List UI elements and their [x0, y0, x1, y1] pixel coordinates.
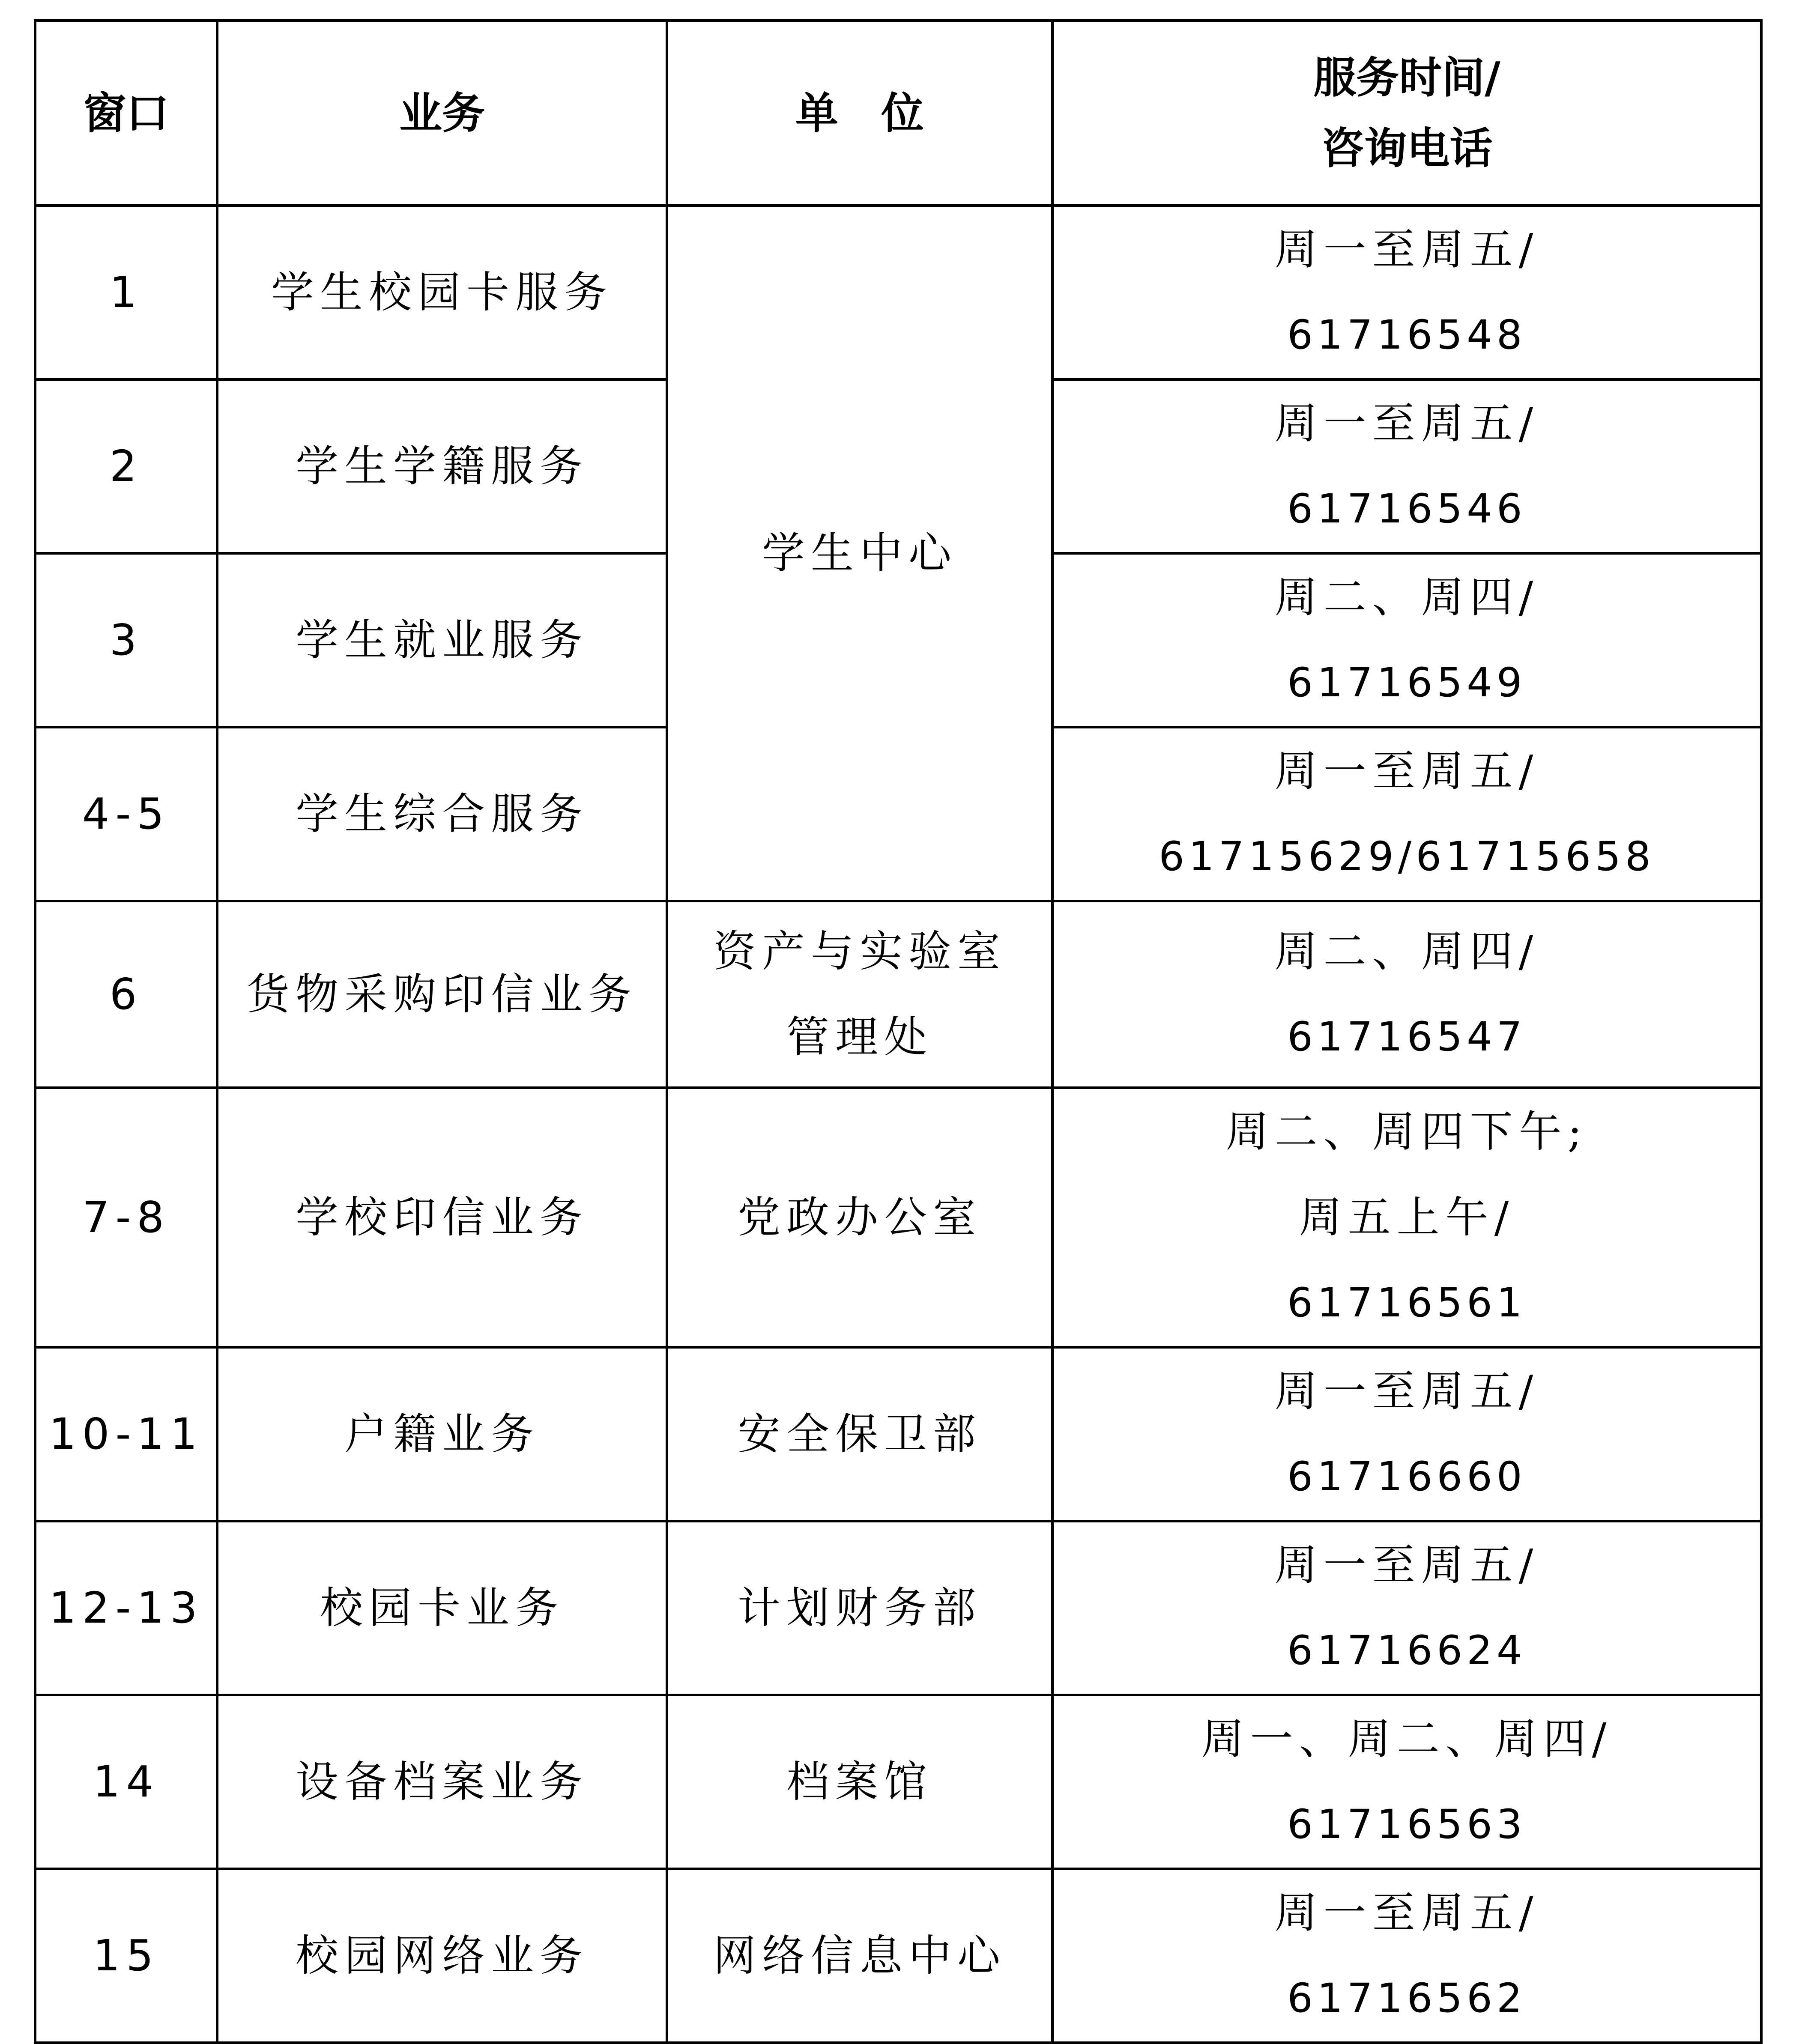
phone-number: 61716547 — [1287, 1014, 1527, 1060]
business-cell: 设备档案业务 — [217, 1695, 667, 1869]
window-number: 14 — [35, 1695, 217, 1869]
header-time-line1: 服务时间/ — [1313, 53, 1500, 103]
time-phone-cell — [1052, 1869, 1761, 2043]
service-time: 周一至周五/ — [1274, 1366, 1539, 1416]
window-number: 4-5 — [35, 727, 217, 901]
window-number: 7-8 — [35, 1088, 217, 1347]
service-time: 周一、周二、周四/ — [1201, 1714, 1613, 1764]
window-number: 10-11 — [35, 1347, 217, 1521]
service-time: 周一至周五/ — [1274, 1540, 1539, 1590]
time-phone-cell — [1052, 1521, 1761, 1695]
service-time: 周二、周四/ — [1274, 572, 1539, 622]
business-cell: 学生综合服务 — [217, 727, 667, 901]
time-phone-cell — [1052, 1347, 1761, 1521]
phone-number: 61716549 — [1287, 659, 1527, 706]
business-cell: 户籍业务 — [217, 1347, 667, 1521]
service-time: 周一至周五/ — [1274, 224, 1539, 275]
business-cell: 学校印信业务 — [217, 1088, 667, 1347]
business-cell: 货物采购印信业务 — [217, 901, 667, 1088]
window-number: 12-13 — [35, 1521, 217, 1695]
window-number: 3 — [35, 553, 217, 727]
table-row — [35, 1347, 1761, 1521]
header-business: 业务 — [217, 21, 667, 206]
phone-number: 61716624 — [1287, 1627, 1527, 1674]
business-cell: 学生就业服务 — [217, 553, 667, 727]
time-phone-cell — [1052, 1695, 1761, 1869]
phone-number: 61716561 — [1287, 1280, 1527, 1326]
service-time: 周一至周五/ — [1274, 1888, 1539, 1938]
time-phone-cell — [1052, 553, 1761, 727]
table-row — [35, 206, 1761, 379]
header-time-line2: 咨询电话 — [1321, 123, 1493, 173]
service-time: 周二、周四下午; — [1225, 1107, 1588, 1157]
table-header-row — [35, 21, 1761, 206]
time-phone-cell — [1052, 1088, 1761, 1347]
table-row — [35, 1695, 1761, 1869]
service-time: 周一至周五/ — [1274, 746, 1539, 796]
window-number: 6 — [35, 901, 217, 1088]
service-time: 周一至周五/ — [1274, 398, 1539, 448]
phone-number: 61716548 — [1287, 312, 1527, 358]
header-unit: 单 位 — [667, 21, 1052, 206]
phone-number: 61716546 — [1287, 486, 1527, 532]
table-row — [35, 901, 1761, 1088]
phone-number: 61716563 — [1287, 1801, 1527, 1848]
unit-cell: 计划财务部 — [667, 1521, 1052, 1695]
table-row — [35, 1521, 1761, 1695]
service-time: 周二、周四/ — [1274, 926, 1539, 976]
unit-line: 管理处 — [786, 1012, 933, 1062]
window-number: 2 — [35, 379, 217, 553]
service-time: 周五上午/ — [1299, 1192, 1515, 1242]
table-row — [35, 1088, 1761, 1347]
service-window-table — [34, 19, 1763, 2044]
time-phone-cell — [1052, 727, 1761, 901]
header-window: 窗口 — [35, 21, 217, 206]
unit-cell: 安全保卫部 — [667, 1347, 1052, 1521]
unit-cell: 档案馆 — [667, 1695, 1052, 1869]
table-row — [35, 1869, 1761, 2043]
business-cell: 学生校园卡服务 — [217, 206, 667, 379]
window-number: 1 — [35, 206, 217, 379]
business-cell: 校园网络业务 — [217, 1869, 667, 2043]
unit-cell: 网络信息中心 — [667, 1869, 1052, 2043]
phone-number: 61715629/61715658 — [1159, 833, 1655, 880]
phone-number: 61716562 — [1287, 1975, 1527, 2022]
unit-line: 资产与实验室 — [713, 926, 1006, 976]
time-phone-cell — [1052, 206, 1761, 379]
unit-cell-merged: 学生中心 — [667, 206, 1052, 901]
time-phone-cell — [1052, 379, 1761, 553]
unit-cell: 党政办公室 — [667, 1088, 1052, 1347]
window-number: 15 — [35, 1869, 217, 2043]
time-phone-cell — [1052, 901, 1761, 1088]
business-cell: 校园卡业务 — [217, 1521, 667, 1695]
business-cell: 学生学籍服务 — [217, 379, 667, 553]
phone-number: 61716660 — [1287, 1453, 1527, 1500]
header-time-phone — [1052, 21, 1761, 206]
unit-cell — [667, 901, 1052, 1088]
